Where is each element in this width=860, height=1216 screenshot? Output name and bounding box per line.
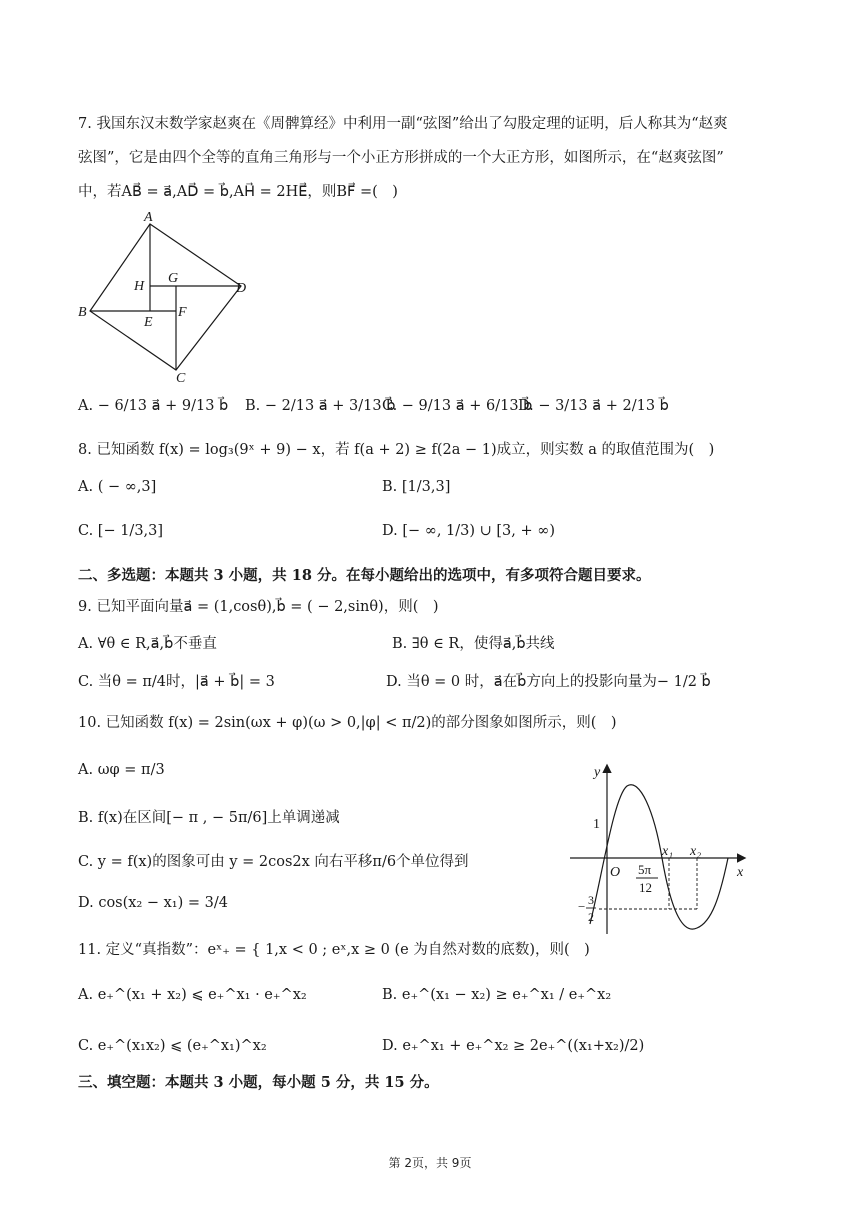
q11-stem: 11. 定义“真指数”：eˣ₊ = { 1,x < 0 ; eˣ,x ≥ 0 (e 为自然对数的底数)，则( )	[78, 942, 590, 958]
label-h: H	[134, 279, 145, 294]
tick-5pi-num: 5π	[638, 862, 652, 877]
q7-option-d: D. − 3/13 a⃗ + 2/13 b⃗	[518, 398, 669, 414]
page-footer: 第 2页，共 9页	[388, 1156, 472, 1170]
q9-option-c: C. 当θ = π/4时，|a⃗ + b⃗| = 3	[78, 674, 275, 690]
q7-stem-line1: 7. 我国东汉末数学家赵爽在《周髀算经》中利用一副“弦图”给出了勾股定理的证明，后人称其为“赵爽	[78, 116, 728, 132]
section-2-heading: 二、多选题：本题共 3 小题，共 18 分。在每小题给出的选项中，有多项符合题目要求。	[78, 567, 651, 584]
q8-option-d: D. [− ∞, 1/3) ∪ [3, + ∞)	[382, 523, 555, 539]
q8-option-a: A. ( − ∞,3]	[78, 479, 157, 495]
q9-option-a: A. ∀θ ∈ R,a⃗,b⃗不垂直	[78, 636, 217, 652]
outer-square	[90, 224, 241, 370]
q7-stem-line3: 中，若AB⃗ = a⃗,AD⃗ = b⃗,AH⃗ = 2HE⃗，则BF⃗ =( )	[78, 184, 398, 200]
q7-option-a: A. − 6/13 a⃗ + 9/13 b⃗	[78, 398, 229, 414]
x2-label: x₂	[690, 844, 702, 859]
section-3-heading: 三、填空题：本题共 3 小题，每小题 5 分，共 15 分。	[78, 1074, 439, 1091]
q11-option-a: A. e₊^(x₁ + x₂) ⩽ e₊^x₁ · e₊^x₂	[78, 987, 307, 1003]
q10-stem: 10. 已知函数 f(x) = 2sin(ωx + φ)(ω > 0,|φ| < π/2)的部分图象如图所示，则( )	[78, 715, 617, 731]
q7-option-c: C. − 9/13 a⃗ + 6/13 b⃗	[382, 398, 533, 414]
label-g: G	[168, 271, 179, 286]
q7-option-b: B. − 2/13 a⃗ + 3/13 b⃗	[245, 398, 396, 414]
sine-curve	[590, 785, 728, 929]
q11-option-d: D. e₊^x₁ + e₊^x₂ ≥ 2e₊^((x₁+x₂)/2)	[382, 1038, 645, 1054]
q7-stem-line2: 弦图”，它是由四个全等的直角三角形与一个小正方形拼成的一个大正方形，如图所示，在“赵爽弦图”	[78, 150, 724, 166]
q9-stem: 9. 已知平面向量a⃗ = (1,cosθ),b⃗ = ( − 2,sinθ)，则( )	[78, 599, 439, 615]
label-c: C	[176, 371, 186, 384]
sine-graph-figure	[562, 756, 758, 940]
min-neg-sign: −	[578, 899, 586, 914]
q10-option-a: A. ωφ = π/3	[78, 762, 165, 778]
label-a: A	[144, 210, 153, 225]
zhao-shuang-figure	[76, 206, 266, 384]
q9-option-d: D. 当θ = 0 时，a⃗在b⃗方向上的投影向量为− 1/2 b⃗	[386, 674, 711, 690]
label-d: D	[236, 281, 247, 296]
origin-label: O	[610, 865, 621, 880]
q11-option-c: C. e₊^(x₁x₂) ⩽ (e₊^x₁)^x₂	[78, 1038, 267, 1054]
x-axis-label: x	[737, 865, 744, 880]
min-value-num: 3	[588, 893, 594, 907]
y-intercept-label: 1	[593, 817, 600, 832]
x1-label: x₁	[662, 844, 674, 859]
q8-option-c: C. [− 1/3,3]	[78, 523, 164, 539]
q11-option-b: B. e₊^(x₁ − x₂) ≥ e₊^x₁ / e₊^x₂	[382, 987, 612, 1003]
label-f: F	[178, 305, 187, 320]
q10-option-b: B. f(x)在区间[− π , − 5π/6]上单调递减	[78, 810, 340, 826]
y-axis-label: y	[594, 765, 601, 780]
label-e: E	[144, 315, 153, 330]
q10-option-c: C. y = f(x)的图象可由 y = 2cos2x 向右平移π/6个单位得到	[78, 854, 469, 870]
q8-option-b: B. [1/3,3]	[382, 479, 451, 495]
min-value-den: 2	[588, 910, 594, 924]
q10-option-d: D. cos(x₂ − x₁) = 3/4	[78, 895, 228, 911]
label-b: B	[78, 305, 87, 320]
q8-stem: 8. 已知函数 f(x) = log₃(9ˣ + 9) − x，若 f(a + 2) ≥ f(2a − 1)成立，则实数 a 的取值范围为( )	[78, 442, 715, 458]
q9-option-b: B. ∃θ ∈ R，使得a⃗,b⃗共线	[392, 636, 555, 652]
tick-5pi-den: 12	[639, 880, 652, 895]
